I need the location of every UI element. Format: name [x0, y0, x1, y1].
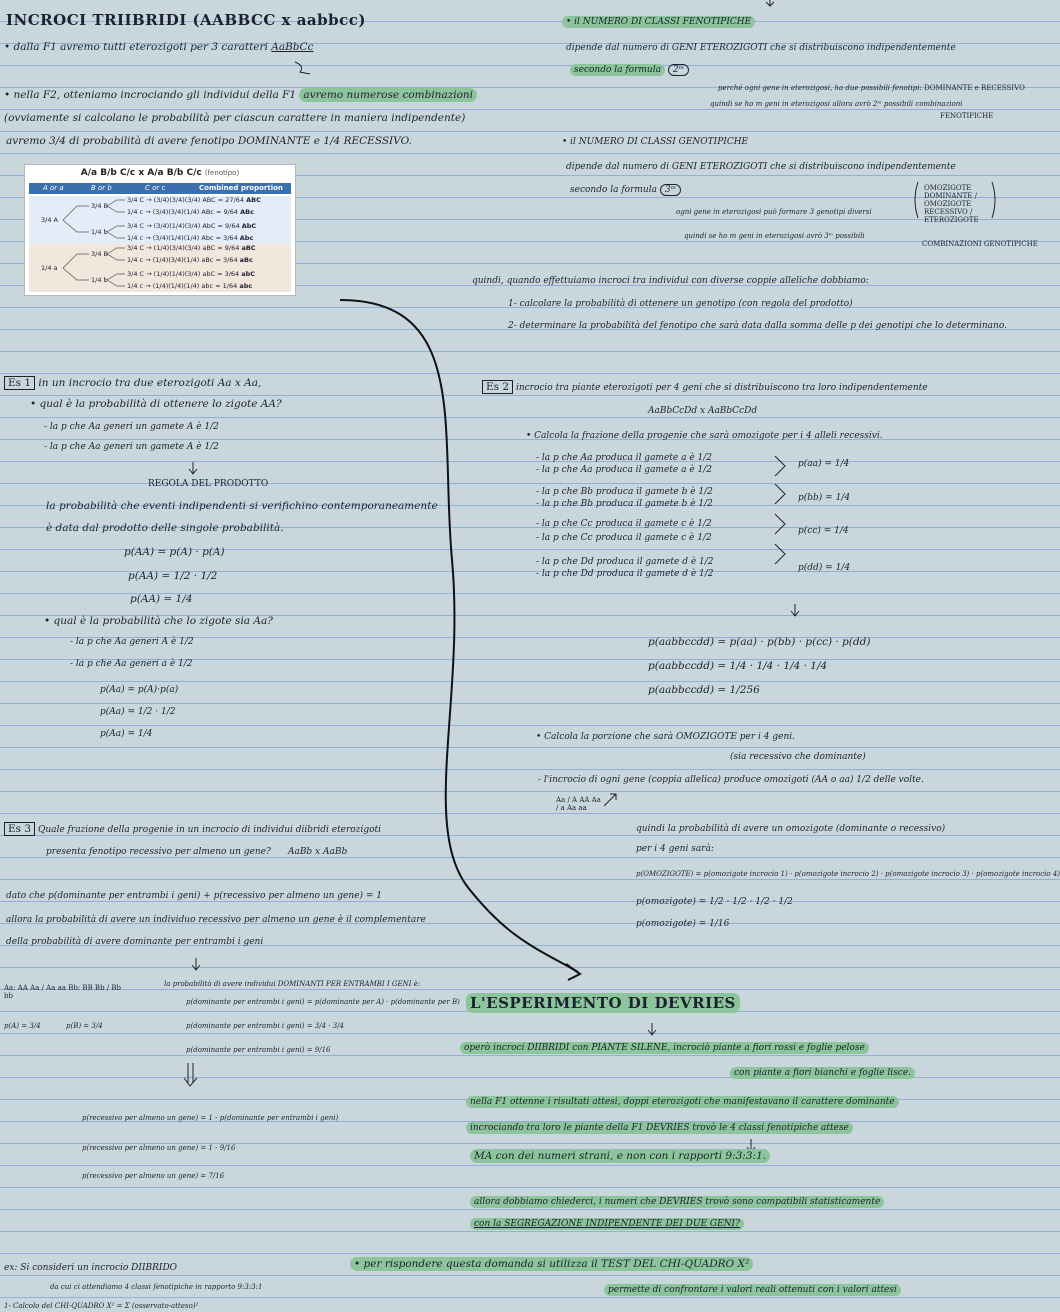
- down-arrow-1: [189, 462, 197, 474]
- es3-pb: p(B) = 3/4: [66, 1022, 103, 1030]
- step-1: 1- calcolare la probabilità di ottenere un genotipo (con regola del prodotto): [508, 299, 853, 309]
- row-res: abC: [241, 270, 256, 278]
- row-expr: (1/4)(3/4)(3/4) aBC: [153, 244, 216, 252]
- devries-line7-highlight: con la SEGREGAZIONE INDIPENDENTE DEI DUE GENI?: [470, 1218, 744, 1230]
- es2-c1: - la p che Cc produca il gamete c è 1/2: [536, 519, 712, 529]
- row-res: ABC: [246, 196, 261, 204]
- es2-d2: - la p che Dd produca il gamete d è 1/2: [536, 569, 714, 579]
- genotype-brace-labels: OMOZIGOTE DOMINANTE / OMOZIGOTE RECESSIVO / ETEROZIGOTE: [924, 184, 979, 224]
- es2-result-cc: p(cc) = 1/4: [798, 526, 849, 536]
- row-val: = 3/64: [217, 270, 240, 278]
- phenotypic-classes-line1: dipende dal numero di GENI ETEROZIGOTI che si distribuiscono indipendentemente: [566, 43, 956, 53]
- table-row: 3/4 C → (3/4)(3/4)(3/4) ABC = 27/64 ABC: [127, 196, 261, 204]
- es2-homozygous-formula-2: p(omozigote) = 1/2 · 1/2 · 1/2 · 1/2: [636, 897, 793, 907]
- step-2: 2- determinare la probabilità del fenotipo che sarà data dalla somma delle p dei genotipi che lo determinano.: [508, 321, 1007, 331]
- devries-line3: [466, 1096, 899, 1109]
- row-val: = 27/64: [217, 196, 244, 204]
- es3-f2: p(dominante per entrambi i geni) = 3/4 · 3/4: [186, 1022, 345, 1030]
- f2-line-text: • nella F2, otteniamo incrociando gli individui della F1: [4, 89, 297, 101]
- es2-b2: - la p che Bb produca il gamete b è 1/2: [536, 499, 713, 509]
- row-c: 1/4 c: [127, 256, 144, 264]
- row-expr: (3/4)(1/4)(3/4) AbC: [153, 222, 216, 230]
- down-arrow-top: [766, 0, 774, 6]
- table-row: 3/4 C → (3/4)(1/4)(3/4) AbC = 9/64 AbC: [127, 222, 257, 230]
- devries-line2: [730, 1067, 915, 1080]
- long-arrow-line: [340, 300, 578, 972]
- devries-line7: [470, 1218, 744, 1231]
- formula-2m: 2ᵐ: [668, 64, 689, 76]
- devries-title-highlight: L'ESPERIMENTO DI DEVRIES: [466, 993, 740, 1013]
- devries-line8-highlight: • per rispondere questa domanda si utilizza il TEST DEL CHI-QUADRO X²: [350, 1257, 753, 1271]
- note-ratio: avremo 3/4 di probabilità di avere fenotipo DOMINANTE e 1/4 RECESSIVO.: [6, 135, 412, 147]
- es3-g2: p(recessivo per almeno un gene) = 1 - 9/16: [82, 1144, 236, 1152]
- note-three-genotypes: ogni gene in eterozigosi può formare 3 genotipi diversi: [676, 208, 872, 216]
- down-arrow-2: [791, 604, 799, 616]
- es3-intro: [4, 823, 381, 837]
- footer-example-2: da cui ci attendiamo 4 classi fenotipiche in rapporto 9:3:3:1: [50, 1283, 263, 1291]
- row-res: AbC: [241, 222, 257, 230]
- es2-product-1: p(aabbccdd) = p(aa) · p(bb) · p(cc) · p(dd): [648, 636, 871, 648]
- devries-line6-highlight: allora dobbiamo chiederci, i numeri che DEVRIES trovò sono compatibili statisticamente: [470, 1196, 884, 1208]
- row-res: abc: [239, 282, 253, 290]
- es2-line1: incrocio tra piante eterozigoti per 4 geni che si distribuiscono tra loro indipendentemente: [515, 383, 928, 393]
- es3-f3: p(dominante per entrambi i geni) = 9/16: [186, 1046, 331, 1054]
- es1-line1: in un incrocio tra due eterozigoti Aa x Aa,: [38, 377, 262, 389]
- phenotypic-classes-formula-line: [570, 64, 689, 77]
- es2-question2: • Calcola la porzione che sarà OMOZIGOTE per i 4 geni.: [536, 732, 795, 742]
- phenotypic-classes-highlight: • il NUMERO DI CLASSI FENOTIPICHE: [562, 16, 755, 28]
- note-3m-combinations: quindi se ho m geni in eterozigosi avrò 3ᵐ possibili: [684, 232, 865, 240]
- es1-question2: • qual è la probabilità che lo zigote sia Aa?: [44, 615, 273, 627]
- small-arrow-punnett: [604, 794, 616, 806]
- quindi-line: quindi, quando effettuiamo incroci tra individui con diverse coppie alleliche dobbiamo:: [472, 276, 869, 286]
- row-val: = 3/64: [215, 256, 238, 264]
- b-label-1: 3/4 B: [91, 202, 108, 210]
- note-two-phenotypes: [718, 84, 1025, 92]
- page-title: INCROCI TRIIBRIDI (AABBCC x aabbcc): [6, 11, 366, 29]
- es3-complement-1: allora la probabilità di avere un individuo recessivo per almeno un gene è il complementare: [6, 915, 426, 925]
- down-arrow-3: [192, 958, 200, 970]
- row-expr: (3/4)(3/4)(3/4) ABC: [153, 196, 216, 204]
- row-res: aBC: [241, 244, 256, 252]
- table-title-note: (fenotipo): [204, 169, 240, 177]
- row-c: 1/4 c: [127, 234, 144, 242]
- es2-c2: - la p che Cc produca il gamete c è 1/2: [536, 533, 712, 543]
- es3-punnett: Aa: AA Aa / Aa aa Bb: BB Bb / Bb bb: [4, 984, 121, 1000]
- es3-f1: p(dominante per entrambi i geni) = p(dominante per A) · p(dominante per B): [186, 998, 460, 1006]
- row-val: = 9/64: [217, 222, 240, 230]
- row-val: = 1/64: [215, 282, 238, 290]
- product-rule-title: REGOLA DEL PRODOTTO: [148, 479, 269, 489]
- es2-homozygous-formula-3: p(omozigote) = 1/16: [636, 919, 730, 929]
- es1-aa-formula-1: p(Aa) = p(A)·p(a): [100, 685, 179, 695]
- devries-line1: [460, 1042, 869, 1055]
- devries-line6: [470, 1196, 884, 1209]
- formula-label-2: secondo la formula: [570, 185, 657, 195]
- table-row: 1/4 c → (3/4)(1/4)(1/4) Abc = 3/64 Abc: [127, 234, 254, 242]
- f2-line: [4, 89, 477, 102]
- product-rule-line2: è data dal prodotto delle singole probabilità.: [46, 522, 284, 534]
- es2-punnett: Aa / A AA Aa / a Aa aa: [556, 796, 601, 812]
- phenotypic-classes-head: [562, 16, 755, 29]
- devries-line5: [470, 1150, 770, 1163]
- note-fenotipiche: FENOTIPICHE: [940, 112, 994, 120]
- row-c: 3/4 C: [127, 270, 145, 278]
- header-a: A or a: [43, 184, 64, 192]
- genotypic-classes-formula-line: [570, 184, 681, 197]
- es2-label: Es 2: [482, 380, 513, 394]
- genotype-aabbcc: AaBbCc: [271, 41, 314, 53]
- es1-gamete-b1: - la p che Aa generi A è 1/2: [70, 637, 194, 647]
- row-val: = 3/64: [215, 234, 238, 242]
- down-arrow-4: [648, 1023, 656, 1035]
- es2-a1: - la p che Aa produca il gamete a è 1/2: [536, 453, 712, 463]
- devries-line5-highlight: MA con dei numeri strani, e non con i rapporti 9:3:3:1.: [470, 1149, 770, 1163]
- es3-line2: [46, 846, 347, 859]
- es3-dominant-both: la probabilità di avere individui DOMINANTI PER ENTRAMBI I GENI è:: [164, 980, 421, 988]
- row-expr: (3/4)(1/4)(1/4) Abc: [152, 234, 214, 242]
- b-label-3: 3/4 B: [91, 250, 108, 258]
- table-row: 1/4 c → (1/4)(3/4)(1/4) aBc = 3/64 aBc: [127, 256, 253, 264]
- devries-line8: [350, 1258, 753, 1271]
- header-c: C or c: [145, 184, 166, 192]
- table-row: 3/4 C → (1/4)(1/4)(3/4) abC = 3/64 abC: [127, 270, 256, 278]
- header-combined: Combined proportion: [199, 184, 283, 192]
- es3-line1: Quale frazione della progenie in un incrocio di individui diibridi eterozigoti: [37, 825, 382, 835]
- note-genotipiche: COMBINAZIONI GENOTIPICHE: [922, 240, 1038, 248]
- es2-question2-note: (sia recessivo che dominante): [730, 752, 866, 762]
- devries-title: [466, 994, 740, 1012]
- es2-result-bb: p(bb) = 1/4: [798, 493, 851, 503]
- table-title-text: A/a B/b C/c x A/a B/b C/c: [80, 168, 202, 178]
- table-row: 1/4 c → (3/4)(3/4)(1/4) ABc = 9/64 ABc: [127, 208, 254, 216]
- es2-result-dd: p(dd) = 1/4: [798, 563, 851, 573]
- b-label-4: 1/4 b: [91, 276, 108, 284]
- note-dominant-recessive: DOMINANTE e RECESSIVO: [924, 84, 1025, 92]
- es3-complement-2: della probabilità di avere dominante per entrambi i geni: [6, 937, 264, 947]
- f1-line: [4, 41, 313, 54]
- es1-question1: • qual è la probabilità di ottenere lo zigote AA?: [30, 398, 282, 410]
- es2-homozygous-1: quindi la probabilità di avere un omozigote (dominante o recessivo): [636, 824, 946, 834]
- genotypic-classes-head: • il NUMERO DI CLASSI GENOTIPICHE: [562, 137, 749, 147]
- footer-example-1: ex: Si consideri un incrocio DIIBRIDO: [4, 1263, 178, 1273]
- devries-line9: [604, 1284, 901, 1297]
- note-independent: (ovviamente si calcolano le probabilità per ciascun carattere in maniera indipendente): [4, 112, 466, 124]
- es1-gamete-a2: - la p che Aa generi un gamete A è 1/2: [44, 442, 219, 452]
- note-two-phenotypes-text: perché ogni gene in eterozigosi, ha due possibili fenotipi:: [718, 84, 922, 92]
- row-c: 3/4 C: [127, 196, 145, 204]
- es1-aa-formula-2: p(Aa) = 1/2 · 1/2: [100, 707, 176, 717]
- es3-sum-line: dato che p(dominante per entrambi i geni) + p(recessivo per almeno un gene) = 1: [6, 891, 382, 901]
- row-c: 1/4 c: [127, 282, 144, 290]
- row-val: = 9/64: [217, 244, 240, 252]
- devries-line9-highlight: permette di confrontare i valori reali ottenuti con i valori attesi: [604, 1284, 901, 1296]
- es2-product-2: p(aabbccdd) = 1/4 · 1/4 · 1/4 · 1/4: [648, 660, 828, 672]
- note-2m-combinations: quindi se ho m geni in eterozigosi allora avrò 2ᵐ possibili combinazioni: [710, 100, 963, 108]
- es1-formula-1: p(AA) = p(A) · p(A): [124, 546, 225, 558]
- es3-line2-text: presenta fenotipo recessivo per almeno un gene?: [46, 847, 271, 857]
- es2-question1: • Calcola la frazione della progenie che sarà omozigote per i 4 alleli recessivi.: [526, 431, 883, 441]
- devries-line4: [466, 1122, 853, 1135]
- product-rule-line1: la probabilità che eventi indipendenti si verifichino contemporaneamente: [46, 500, 438, 512]
- es1-gamete-b2: - la p che Aa generi a è 1/2: [70, 659, 193, 669]
- row-expr: (1/4)(1/4)(3/4) abC: [153, 270, 215, 278]
- row-c: 3/4 C: [127, 222, 145, 230]
- row-expr: (1/4)(3/4)(1/4) aBc: [152, 256, 214, 264]
- trihybrid-table: [24, 164, 296, 296]
- a-label-recessive: 1/4 a: [41, 264, 58, 272]
- es1-gamete-a1: - la p che Aa generi un gamete A è 1/2: [44, 422, 219, 432]
- long-arrow-head: [566, 964, 580, 980]
- es1-label: Es 1: [4, 376, 35, 390]
- es3-label: Es 3: [4, 822, 35, 836]
- es1-aa-formula-3: p(Aa) = 1/4: [100, 729, 153, 739]
- footer-example-3: 1- Calcolo del CHI-QUADRO X² = Σ (osservato-atteso)²: [4, 1302, 199, 1310]
- row-res: ABc: [240, 208, 254, 216]
- es2-b1: - la p che Bb produca il gamete b è 1/2: [536, 487, 713, 497]
- double-arrow: [184, 1063, 197, 1086]
- es2-a2: - la p che Aa produca il gamete a è 1/2: [536, 465, 712, 475]
- b-label-2: 1/4 b: [91, 228, 108, 236]
- f1-line-text: • dalla F1 avremo tutti eterozigoti per 3 caratteri: [4, 41, 268, 53]
- es2-intro: [482, 381, 928, 395]
- es2-homozygous-2: per i 4 geni sarà:: [636, 844, 714, 854]
- f2-highlight: avremo numerose combinazioni: [299, 88, 477, 102]
- row-c: 1/4 c: [127, 208, 144, 216]
- formula-3m: 3ᵐ: [660, 184, 681, 196]
- es3-pa: p(A) = 3/4: [4, 1022, 41, 1030]
- row-expr: (3/4)(3/4)(1/4) ABc: [152, 208, 214, 216]
- genotypic-classes-line1: dipende dal numero di GENI ETEROZIGOTI che si distribuiscono indipendentemente: [566, 162, 956, 172]
- es1-formula-2: p(AA) = 1/2 · 1/2: [128, 570, 218, 582]
- brace-1: [775, 456, 785, 564]
- squiggle: [295, 62, 310, 74]
- es2-cross-note: - l'incrocio di ogni gene (coppia allelica) produce omozigoti (AA o aa) 1/2 delle volte.: [538, 775, 924, 785]
- devries-line4-highlight: incrociando tra loro le piante della F1 DEVRIES trovò le 4 classi fenotipiche attese: [466, 1122, 853, 1134]
- row-val: = 9/64: [215, 208, 239, 216]
- es2-product-3: p(aabbccdd) = 1/256: [648, 684, 760, 696]
- es3-g1: p(recessivo per almeno un gene) = 1 - p(dominante per entrambi i geni): [82, 1114, 339, 1122]
- devries-line3-highlight: nella F1 ottenne i risultati attesi, doppi eterozigoti che manifestavano il carattere dominante: [466, 1096, 899, 1108]
- row-res: aBc: [239, 256, 253, 264]
- row-res: Abc: [239, 234, 254, 242]
- es1-intro: [4, 377, 261, 390]
- devries-line1-highlight: operò incroci DIIBRIDI con PIANTE SILENE, incrociò piante a fiori rossi e foglie pelose: [460, 1042, 869, 1054]
- es3-g3: p(recessivo per almeno un gene) = 7/16: [82, 1172, 225, 1180]
- es2-homozygous-formula-1: p(OMOZIGOTE) = p(omozigote incrocio 1) · p(omozigote incrocio 2) · p(omozigote incrocio 3) · p(omozigote incrocio 4): [636, 870, 1060, 878]
- row-c: 3/4 C: [127, 244, 145, 252]
- es2-d1: - la p che Dd produca il gamete d è 1/2: [536, 557, 714, 567]
- table-row: 1/4 c → (1/4)(1/4)(1/4) abc = 1/64 abc: [127, 282, 253, 290]
- devries-line2-highlight: con piante a fiori bianchi e foglie lisce.: [730, 1067, 915, 1079]
- es1-formula-3: p(AA) = 1/4: [130, 593, 193, 605]
- table-row: 3/4 C → (1/4)(3/4)(3/4) aBC = 9/64 aBC: [127, 244, 256, 252]
- formula-label: secondo la formula: [570, 64, 665, 76]
- es2-result-aa: p(aa) = 1/4: [798, 459, 850, 469]
- a-label-dominant: 3/4 A: [41, 216, 58, 224]
- es2-cross: AaBbCcDd x AaBbCcDd: [648, 406, 758, 416]
- es3-cross: AaBb x AaBb: [287, 847, 348, 857]
- header-b: B or b: [91, 184, 112, 192]
- row-expr: (1/4)(1/4)(1/4) abc: [152, 282, 214, 290]
